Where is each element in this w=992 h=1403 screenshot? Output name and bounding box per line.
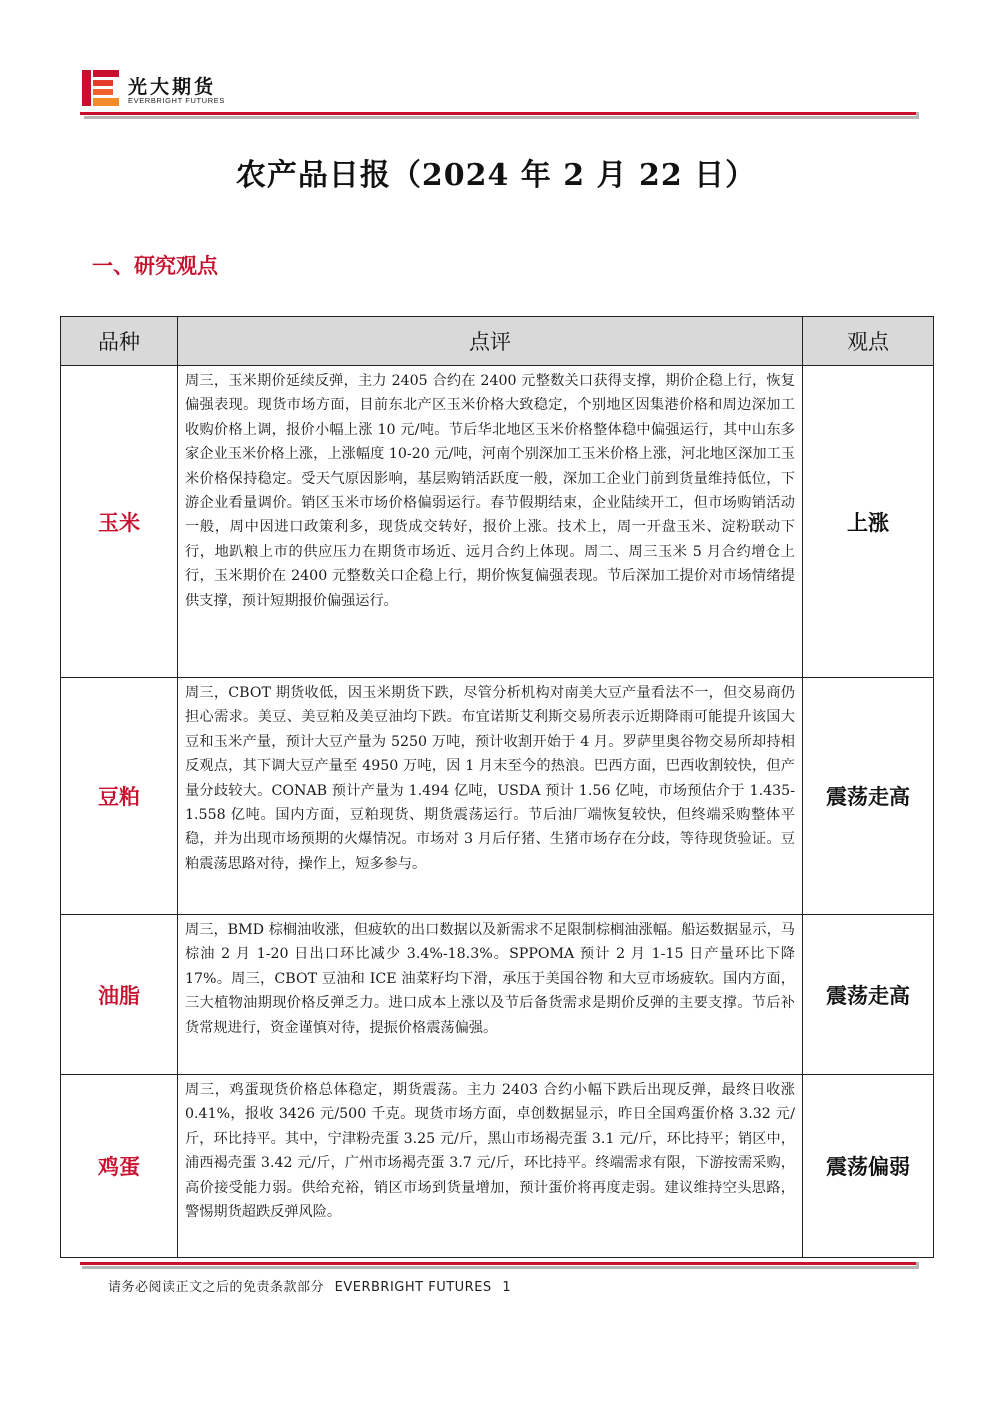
footer-divider-shadow-edge bbox=[916, 1262, 919, 1269]
header-view: 观点 bbox=[803, 317, 934, 366]
brand-name: 光大期货 bbox=[128, 76, 217, 98]
brand-subtitle: EVERBRIGHT FUTURES bbox=[128, 96, 225, 105]
header-divider-shadow-edge bbox=[916, 112, 919, 119]
header-variety: 品种 bbox=[61, 317, 178, 366]
header-divider-shadow bbox=[84, 116, 918, 119]
footer-divider-shadow bbox=[82, 1266, 918, 1269]
footer-divider bbox=[80, 1262, 916, 1265]
footer-disclaimer: 请务必阅读正文之后的免责条款部分 bbox=[108, 1280, 325, 1295]
comment-cell: 周三，鸡蛋现货价格总体稳定，期货震荡。主力 2403 合约小幅下跌后出现反弹，最终日收涨 0.41%，报收 3426 元/500 千克。现货市场方面，卓创数据显示，昨日全国鸡蛋价格 3.32 元/斤，环比持平。其中，宁津粉壳蛋 3.25 元/斤，黑山市场褐壳蛋 3.1 元/斤，环比持平；销区中，浦西褐壳蛋 3.42 元/斤，广州市场褐壳蛋 3.7 元/斤，环比持平。终端需求有限，下游按需采购，高价接受能力弱。供给充裕，销区市场到货量增加，预计蛋价将再度走弱。建议维持空头思路，警惕期货超跌反弹风险。 bbox=[178, 1075, 803, 1258]
variety-cell: 豆粕 bbox=[61, 678, 178, 915]
brand-logo bbox=[82, 70, 242, 110]
variety-cell: 油脂 bbox=[61, 915, 178, 1075]
page-number: 1 bbox=[502, 1280, 512, 1295]
comment-cell: 周三，CBOT 期货收低，因玉米期货下跌，尽管分析机构对南美大豆产量看法不一，但交易商仍担心需求。美豆、美豆粕及美豆油均下跌。布宜诺斯艾利斯交易所表示近期降雨可能提升该国大豆和玉米产量，预计大豆产量为 5250 万吨，预计收割开始于 4 月。罗萨里奥谷物交易所却持相反观点，其下调大豆产量至 4950 万吨，因 1 月末至今的热浪。巴西方面，巴西收割较快，但产量分歧较大。CONAB 预计产量为 1.494 亿吨，USDA 预计 1.56 亿吨，市场预估介于 1.435-1.558 亿吨。国内方面，豆粕现货、期货震荡运行。节后油厂端恢复较快，但终端采购整体平稳，并为出现市场预期的火爆情况。市场对 3 月后仔猪、生猪市场存在分歧，等待现货验证。豆粕震荡思路对待，操作上，短多参与。 bbox=[178, 678, 803, 915]
report-title: 农产品日报（2024 年 2 月 22 日） bbox=[235, 158, 757, 193]
comment-cell: 周三，BMD 棕榈油收涨，但疲软的出口数据以及新需求不足限制棕榈油涨幅。船运数据显示，马棕油 2 月 1-20 日出口环比减少 3.4%-18.3%。SPPOMA 预计 2 月 1-15 日产量环比下降 17%。周三，CBOT 豆油和 ICE 油菜籽均下滑，承压于美国谷物 和大豆市场疲软。国内方面，三大植物油期现价格反弹乏力。进口成本上涨以及节后备货需求是期价反弹的主要支撑。节后补货常规进行，资金谨慎对待，提振价格震荡偏强。 bbox=[178, 915, 803, 1075]
footer bbox=[108, 1276, 517, 1295]
research-view-table bbox=[60, 316, 934, 1258]
table-row-soymeal bbox=[61, 678, 934, 915]
comment-cell: 周三，玉米期价延续反弹，主力 2405 合约在 2400 元整数关口获得支撑，期价企稳上行，恢复偏强表现。现货市场方面，目前东北产区玉米价格大致稳定，个别地区因集港价格和周边深加工收购价格上调，报价小幅上涨 10 元/吨。节后华北地区玉米价格整体稳中偏强运行，其中山东多家企业玉米价格上涨，上涨幅度 10-20 元/吨，河南个别深加工玉米价格上涨，河北地区深加工玉米价格保持稳定。受天气原因影响，基层购销活跃度一般，深加工企业门前到货量维持低位，下游企业看量调价。销区玉米市场价格偏弱运行。春节假期结束，企业陆续开工，但市场购销活动一般，周中因进口政策利多，现货成交转好，报价上涨。技术上，周一开盘玉米、淀粉联动下行，地趴粮上市的供应压力在期货市场近、远月合约上体现。周二、周三玉米 5 月合约增仓上行，玉米期价在 2400 元整数关口企稳上行，期价恢复偏强表现。节后深加工提价对市场情绪提供支撑，预计短期报价偏强运行。 bbox=[178, 366, 803, 678]
variety-cell: 玉米 bbox=[61, 366, 178, 678]
header-divider bbox=[80, 112, 916, 115]
table-row-corn bbox=[61, 366, 934, 678]
table-header-row bbox=[61, 317, 934, 366]
everbright-logo-icon bbox=[82, 70, 122, 106]
variety-cell: 鸡蛋 bbox=[61, 1075, 178, 1258]
view-cell: 上涨 bbox=[803, 366, 934, 678]
section-heading: 一、研究观点 bbox=[92, 253, 218, 278]
table-row-eggs bbox=[61, 1075, 934, 1258]
view-cell: 震荡走高 bbox=[803, 678, 934, 915]
footer-brand: EVERBRIGHT FUTURES bbox=[334, 1280, 492, 1295]
header-comment: 点评 bbox=[178, 317, 803, 366]
table-row-oils bbox=[61, 915, 934, 1075]
view-cell: 震荡偏弱 bbox=[803, 1075, 934, 1258]
view-cell: 震荡走高 bbox=[803, 915, 934, 1075]
